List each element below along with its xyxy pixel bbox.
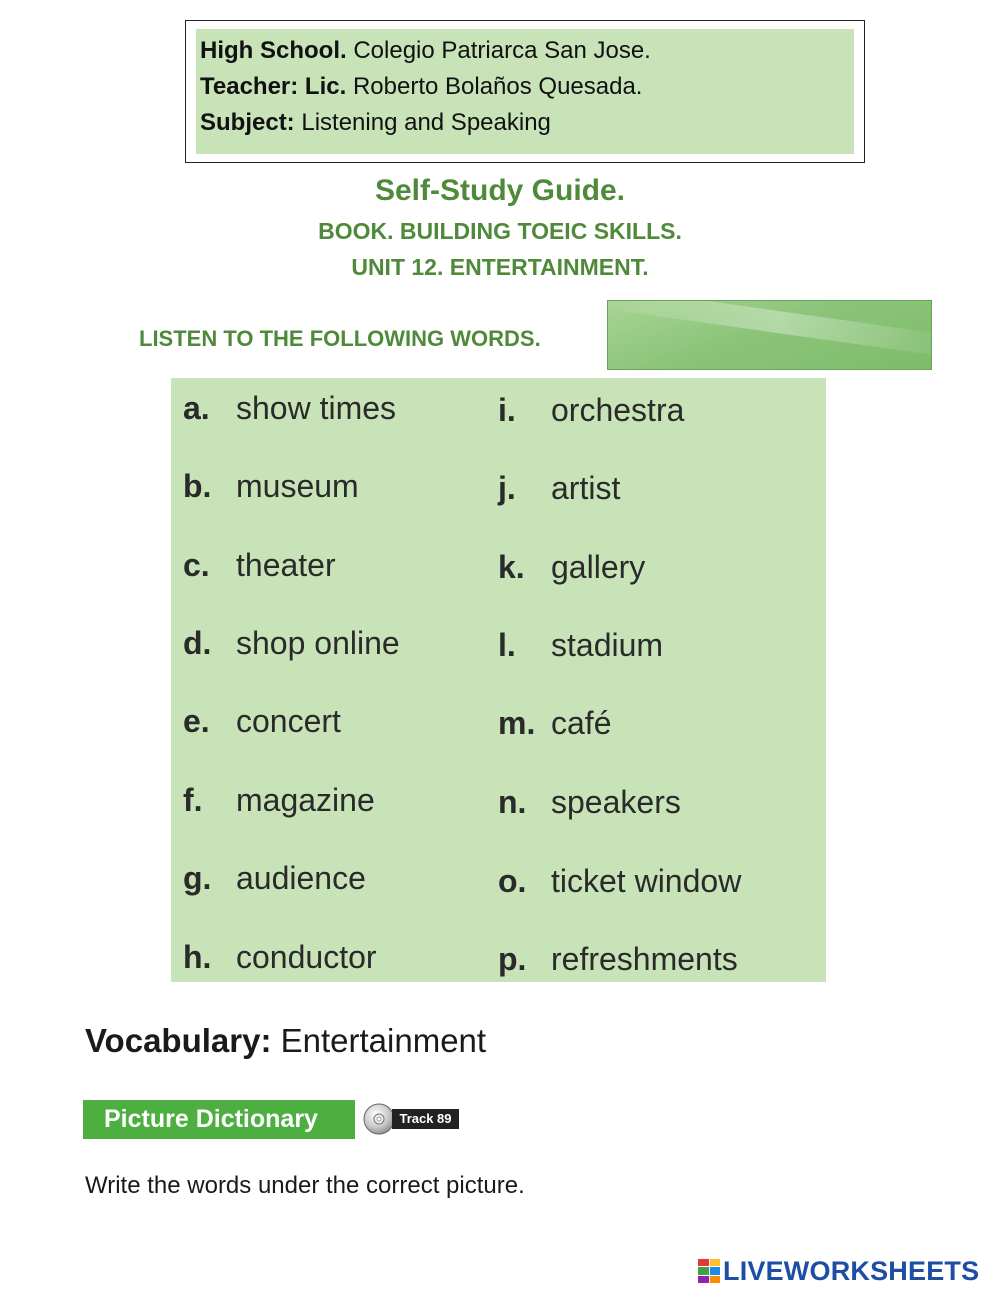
word-text: shop online: [236, 625, 400, 661]
word-text: café: [551, 705, 612, 741]
word-text: orchestra: [551, 392, 685, 428]
word-text: museum: [236, 468, 359, 504]
teacher-label: Teacher: Lic.: [200, 73, 347, 100]
vocabulary-heading: [85, 1022, 486, 1060]
school-value: Colegio Patriarca San Jose.: [346, 37, 651, 64]
word-text: stadium: [551, 627, 664, 663]
vocabulary-label: Vocabulary:: [85, 1022, 272, 1059]
word-letter: p.: [498, 941, 527, 977]
word-letter: o.: [498, 863, 527, 899]
audio-play-button[interactable]: [607, 300, 932, 370]
logo-icon-square: [710, 1259, 721, 1266]
word-text: audience: [236, 860, 366, 896]
word-text: refreshments: [551, 941, 738, 977]
teacher-line: [200, 69, 850, 105]
word-list-panel: [171, 378, 826, 982]
word-text: conductor: [236, 939, 377, 975]
word-text: gallery: [551, 549, 646, 585]
logo-icon-square: [698, 1267, 709, 1274]
word-letter: j.: [498, 470, 516, 506]
word-letter: n.: [498, 784, 527, 820]
word-letter: c.: [183, 547, 210, 583]
guide-title: Self-Study Guide.: [374, 174, 626, 207]
school-line: [200, 33, 850, 69]
instructions-text: Write the words under the correct picture.: [85, 1172, 525, 1199]
word-text: theater: [236, 547, 336, 583]
book-title: BOOK. BUILDING TOEIC SKILLS.: [318, 218, 682, 244]
word-text: show times: [236, 390, 397, 426]
picture-dictionary-bar: Picture Dictionary: [83, 1100, 355, 1139]
vocabulary-topic: Entertainment: [271, 1022, 487, 1059]
word-letter: i.: [498, 392, 516, 428]
word-text: magazine: [236, 782, 375, 818]
logo-icon-square: [698, 1259, 709, 1266]
listen-prompt: LISTEN TO THE FOLLOWING WORDS.: [139, 326, 541, 351]
word-letter: h.: [183, 939, 212, 975]
liveworksheets-logo: [698, 1256, 979, 1286]
word-text: speakers: [551, 784, 681, 820]
subject-label: Subject:: [200, 109, 295, 136]
word-letter: f.: [183, 782, 203, 818]
logo-text: LIVEWORKSHEETS: [723, 1255, 980, 1286]
unit-title: UNIT 12. ENTERTAINMENT.: [351, 254, 649, 280]
logo-icon: [698, 1259, 720, 1283]
word-letter: l.: [498, 627, 516, 663]
teacher-value: Roberto Bolaños Quesada.: [346, 73, 643, 100]
word-letter: g.: [183, 860, 212, 896]
school-label: High School.: [200, 37, 347, 64]
cd-icon: [363, 1103, 395, 1135]
school-info-panel: [196, 29, 854, 154]
logo-icon-square: [710, 1276, 721, 1283]
word-letter: b.: [183, 468, 212, 504]
school-info-box: [185, 20, 865, 163]
word-letter: d.: [183, 625, 212, 661]
track-badge: Track 89: [392, 1109, 459, 1129]
subject-line: [200, 105, 850, 141]
word-text: artist: [551, 470, 621, 506]
word-letter: e.: [183, 703, 210, 739]
logo-icon-square: [710, 1267, 721, 1274]
word-letter: m.: [498, 705, 536, 741]
subject-value: Listening and Speaking: [294, 109, 551, 136]
word-text: ticket window: [551, 863, 742, 899]
logo-icon-square: [698, 1276, 709, 1283]
word-text: concert: [236, 703, 341, 739]
word-letter: k.: [498, 549, 525, 585]
word-letter: a.: [183, 390, 210, 426]
